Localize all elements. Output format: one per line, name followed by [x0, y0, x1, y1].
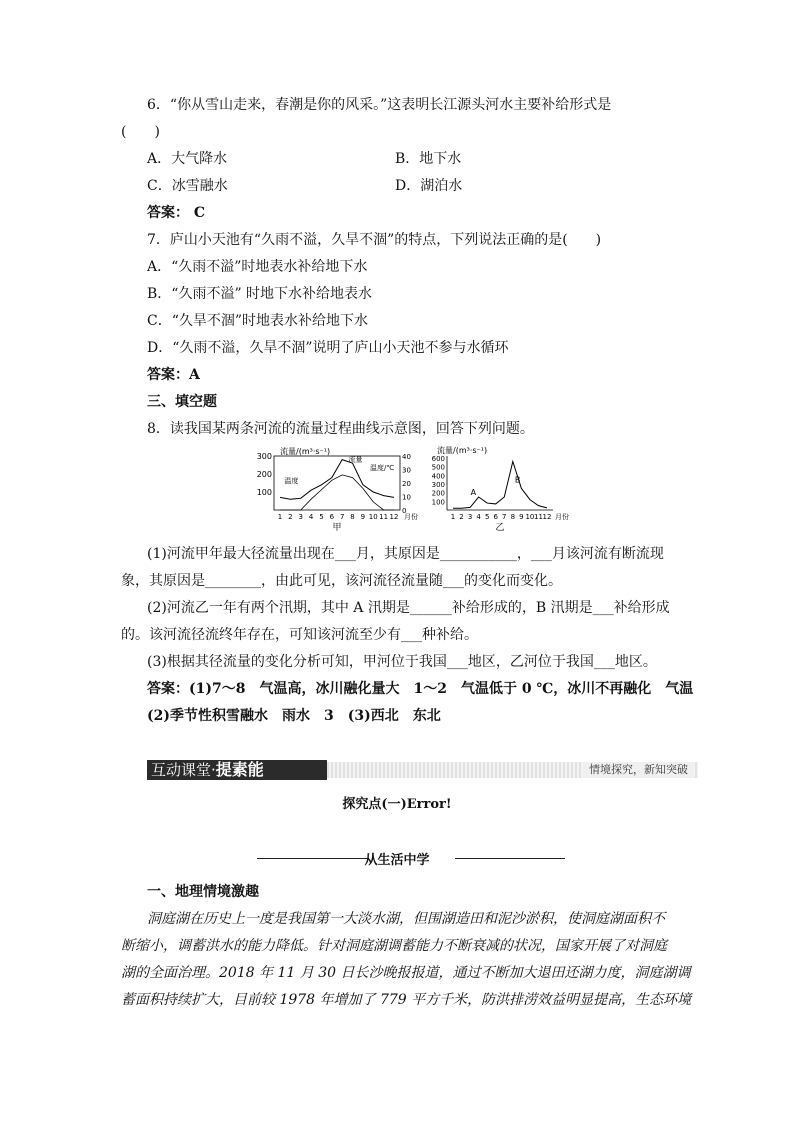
y-tick-label: 200: [431, 489, 445, 498]
x-tick-label: 11: [379, 513, 389, 521]
y-tick-label: 600: [431, 455, 445, 463]
q8-answer-line2: (2)季节性积雪融水 雨水 3 (3)西北 东北: [147, 708, 441, 724]
banner-title: [147, 760, 327, 780]
banner-title-part2: 提素能: [215, 760, 264, 779]
y-tick-label: 300: [431, 481, 445, 489]
x-tick-label: 4: [476, 513, 481, 521]
x-tick-label: 4: [308, 513, 314, 521]
banner-title-part1: 互动课堂·: [151, 761, 216, 779]
x-tick-label: 8: [510, 513, 516, 521]
section-banner: [147, 758, 698, 782]
series-flow-label: 流量: [348, 455, 363, 464]
section-heading-scenario: 一、地理情境激趣: [147, 884, 259, 900]
q6-option-d: D．湖泊水: [395, 178, 463, 194]
q6-stem-line1: 6．“你从雪山走来，春潮是你的风采。”这表明长江源头河水主要补给形式是: [147, 97, 612, 113]
x-tick-label: 2: [288, 513, 293, 521]
y-tick-label: 400: [431, 472, 445, 481]
x-tick-label: 5: [319, 513, 324, 521]
y2-axis-label: 温度/℃: [370, 464, 395, 472]
q6-option-a: A．大气降水: [147, 151, 228, 167]
y-axis-label: 流量/(m³·s⁻¹): [437, 446, 488, 455]
y2-tick-label: 0: [402, 507, 407, 515]
q8-part2-line2: 的。该河流径流终年存在，可知该河流至少有___种补给。: [121, 627, 478, 643]
x-tick-label: 11: [533, 513, 543, 521]
x-tick-label: 8: [350, 513, 355, 521]
y-tick-label: 100: [256, 488, 272, 497]
explore-title: 探究点(一)Error!: [342, 797, 452, 812]
chart-caption: 甲: [332, 523, 342, 533]
y2-tick-label: 20: [402, 480, 411, 488]
divider-right: [455, 858, 565, 859]
q8-part3: (3)根据其径流量的变化分析可知，甲河位于我国___地区，乙河位于我国___地区。: [147, 654, 657, 670]
q8-part1-line2: 象，其原因是________，由此可见，该河流径流量随___的变化而变化。: [121, 573, 562, 589]
q7-option-a: A．“久雨不溢”时地表水补给地下水: [147, 259, 368, 275]
x-tick-label: 6: [493, 513, 498, 521]
y-tick-label: 300: [256, 452, 272, 461]
x-axis-label: 月份: [555, 513, 569, 521]
q8-intro: 8．读我国某两条河流的流量过程曲线示意图，回答下列问题。: [147, 421, 534, 437]
q7-answer: 答案：A: [147, 367, 200, 383]
x-tick-label: 5: [484, 513, 490, 521]
chart-caption: 乙: [495, 523, 505, 533]
scenario-para-line4: 蓄面积持续扩大，目前较 1978 年增加了 779 平方千米，防洪排涝效益明显提高，生态环境: [121, 992, 692, 1008]
section-heading-fill-blank: 三、填空题: [147, 394, 217, 410]
x-tick-label: 10: [525, 513, 535, 521]
x-tick-label: 2: [459, 513, 464, 521]
x-tick-label: 1: [277, 513, 283, 521]
q7-option-c: C．“久旱不涸”时地表水补给地下水: [147, 313, 369, 329]
x-tick-label: 9: [519, 513, 524, 521]
q7-stem: 7．庐山小天池有“久雨不溢，久旱不涸”的特点，下列说法正确的是( ): [147, 232, 602, 248]
q8-part2-line1: (2)河流乙一年有两个汛期，其中 A 汛期是______补给形成的，B 汛期是___补给形成: [147, 600, 670, 616]
series-flow-line: [453, 461, 547, 508]
y-tick-label: 100: [431, 498, 445, 507]
scenario-para-line1: 洞庭湖在历史上一度是我国第一大淡水湖，但围湖造田和泥沙淤积，使洞庭湖面积不: [147, 911, 665, 927]
x-tick-label: 12: [389, 513, 399, 521]
x-tick-label: 6: [329, 513, 335, 521]
q6-option-c: C．冰雪融水: [147, 178, 228, 194]
q7-option-b: B．“久雨不溢” 时地下水补给地表水: [147, 286, 373, 302]
y-tick-label: 200: [256, 470, 272, 479]
annotation-b: B: [514, 475, 521, 485]
y-tick-label: 500: [431, 463, 445, 472]
x-tick-label: 10: [368, 513, 378, 521]
x-axis-label: 月份: [404, 513, 418, 521]
q8-answer-line1: 答案：(1)7～8 气温高，冰川融化量大 1～2 气温低于 0 ℃，冰川不再融化 气温: [147, 681, 694, 697]
series-temp-label: 温度: [284, 477, 299, 485]
banner-subtitle: 情境探究，新知突破: [583, 762, 694, 778]
chart-river-yi: [425, 446, 575, 534]
x-tick-label: 7: [502, 513, 507, 521]
q6-option-b: B．地下水: [395, 151, 462, 167]
q7-option-d: D．“久雨不溢，久旱不涸”说明了庐山小天池不参与水循环: [147, 340, 509, 356]
x-tick-label: 3: [467, 513, 473, 521]
annotation-a: A: [470, 488, 477, 497]
x-tick-label: 3: [298, 513, 303, 521]
chart-river-jia: [250, 446, 420, 534]
scenario-para-line3: 湖的全面治理。2018 年 11 月 30 日长沙晚报报道，通过不断加大退田还湖力度，洞庭湖调: [121, 965, 691, 981]
y2-tick-label: 10: [402, 493, 411, 502]
x-tick-label: 7: [339, 513, 345, 521]
y-axis-label: 流量/(m³·s⁻¹): [280, 447, 331, 456]
q6-stem-line2: ( ): [121, 124, 160, 140]
life-title: 从生活中学: [364, 853, 430, 868]
q8-part1-line1: (1)河流甲年最大径流量出现在___月，其原因是___________，___月该河流有断流现: [147, 546, 664, 562]
scenario-para-line2: 断缩小，调蓄洪水的能力降低。针对洞庭湖调蓄能力不断衰减的状况，国家开展了对洞庭: [121, 938, 667, 954]
x-tick-label: 1: [450, 513, 456, 521]
y2-tick-label: 40: [402, 453, 411, 461]
x-tick-label: 9: [360, 513, 366, 521]
q6-answer: 答案： C: [147, 205, 206, 221]
y2-tick-label: 30: [402, 466, 411, 475]
x-tick-label: 12: [542, 513, 552, 521]
